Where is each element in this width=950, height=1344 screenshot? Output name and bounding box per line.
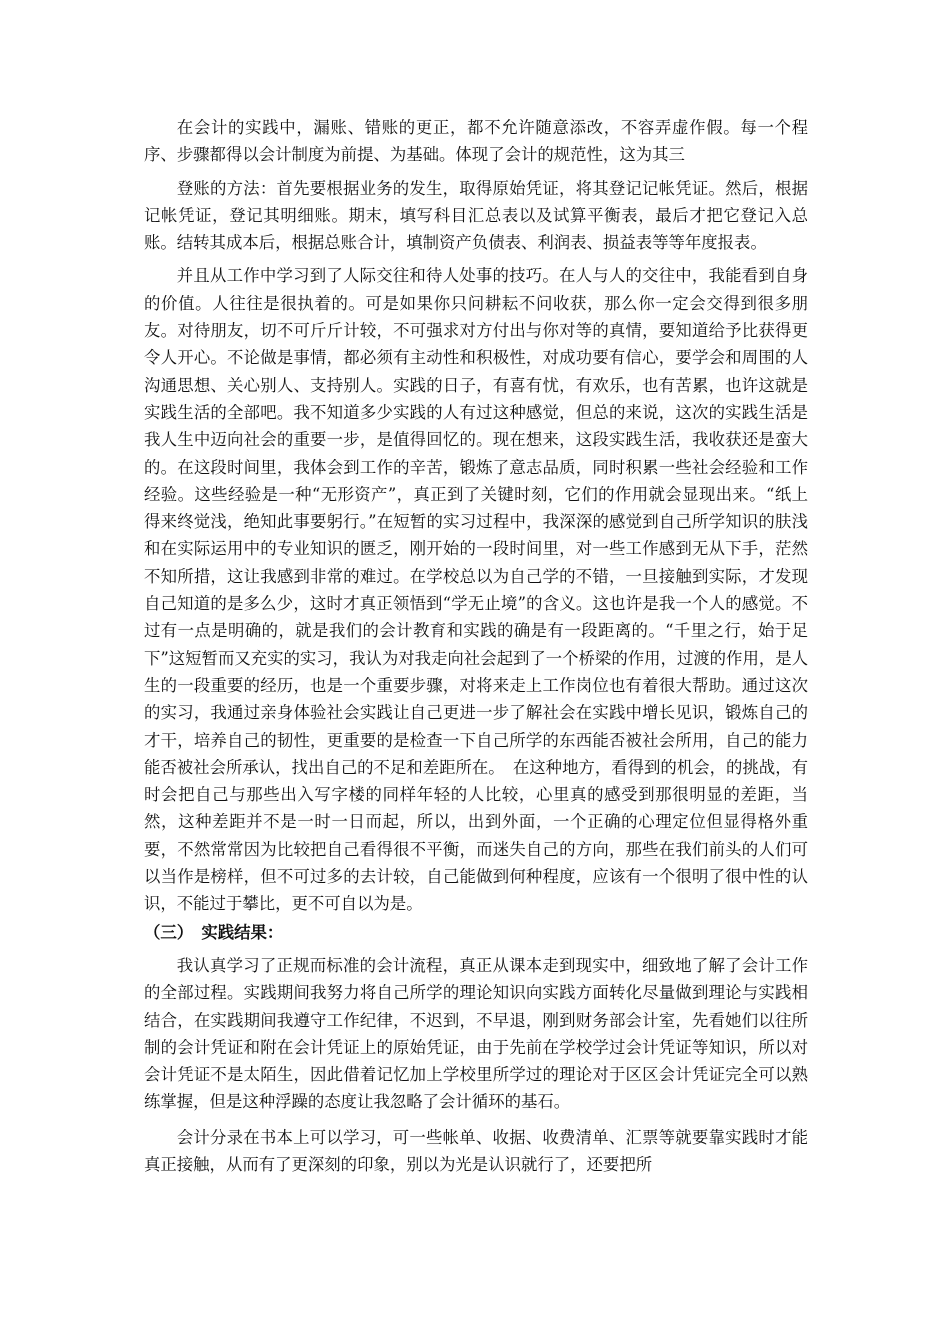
paragraph-interpersonal-skills: 并且从工作中学习到了人际交往和待人处事的技巧。在人与人的交往中，我能看到自身的价值。人往往是很执着的。可是如果你只问耕耘不问收获，那么你一定会交得到很多朋友。对待朋友，切不可斤斤计较，不可强求对方付出与你对等的真情，要知道给予比获得更令人开心。不论做是事情，都必须有主动性和积极性，对成功要有信心，要学会和周围的人沟通思想、关心别人、支持别人。实践的日子，有喜有忧，有欢乐，也有苦累，也许这就是实践生活的全部吧。我不知道多少实践的人有过这种感觉，但总的来说，这次的实践生活是我人生中迈向社会的重要一步，是值得回忆的。现在想来，这段实践生活，我收获还是蛮大的。在这段时间里，我体会到工作的辛苦，锻炼了意志品质，同时积累一些社会经验和工作经验。这些经验是一种“无形资产”，真正到了关键时刻，它们的作用就会显现出来。“纸上得来终觉浅，绝知此事要躬行。”在短暂的实习过程中，我深深的感觉到自己所学知识的肤浅和在实际运用中的专业知识的匮乏，刚开始的一段时间里，对一些工作感到无从下手，茫然不知所措，这让我感到非常的难过。在学校总以为自己学的不错，一旦接触到实际，才发现自己知道的是多么少，这时才真正领悟到“学无止境”的含义。这也许是我一个人的感觉。不过有一点是明确的，就是我们的会计教育和实践的确是有一段距离的。“千里之行，始于足下”这短暂而又充实的实习，我认为对我走向社会起到了一个桥梁的作用，过渡的作用，是人生的一段重要的经历，也是一个重要步骤，对将来走上工作岗位也有着很大帮助。通过这次的实习，我通过亲身体验社会实践让自己更进一步了解社会在实践中增长见识，锻炼自己的才干，培养自己的韧性，更重要的是检查一下自己所学的东西能否被社会所用，自己的能力能否被社会所承认，找出自己的不足和差距所在。 在这种地方，看得到的机会，的挑战，有时会把自己与那些出入写字楼的同样年轻的人比较，心里真的感受到那很明显的差距，当然，这种差距并不是一时一日而起，所以，出到外面，一个正确的心理定位但显得格外重要，不然常常因为比较把自己看得很不平衡，而迷失自己的方向，那些在我们前头的人们可以当作是榜样，但不可过多的去计较，自己能做到何种程度，应该有一个很明了很中性的认识，不能过于攀比，更不可自以为是。 [144, 266, 809, 914]
paragraph-accounting-entries: 会计分录在书本上可以学习，可一些帐单、收据、收费清单、汇票等就要靠实践时才能真正接触，从而有了更深刻的印象，别以为光是认识就行了，还要把所 [144, 1127, 808, 1174]
document-body [144, 114, 808, 1178]
paragraph-bookkeeping-method: 登账的方法：首先要根据业务的发生，取得原始凭证，将其登记记帐凭证。然后，根据记帐凭证，登记其明细账。期末，填写科目汇总表以及试算平衡表，最后才把它登记入总账。结转其成本后，根据总账合计，填制资产负债表、利润表、损益表等等年度报表。 [144, 178, 808, 253]
paragraph-accounting-process: 我认真学习了正规而标准的会计流程，真正从课本走到现实中，细致地了解了会计工作的全部过程。实践期间我努力将自己所学的理论知识向实践方面转化尽量做到理论与实践相结合，在实践期间我遵守工作纪律，不迟到，不早退，刚到财务部会计室，先看她们以往所制的会计凭证和附在会计凭证上的原始凭证，由于先前在学校学过会计凭证等知识，所以对会计凭证不是太陌生，因此借着记忆加上学校里所学过的理论对于区区会计凭证完全可以熟练掌握，但是这种浮躁的态度让我忽略了会计循环的基石。 [144, 955, 808, 1112]
paragraph-accounting-standards: 在会计的实践中，漏账、错账的更正，都不允许随意添改，不容弄虚作假。每一个程序、步骤都得以会计制度为前提、为基础。体现了会计的规范性，这为其三 [144, 118, 808, 165]
section-heading-practice-results: （三） 实践结果： [144, 922, 284, 942]
